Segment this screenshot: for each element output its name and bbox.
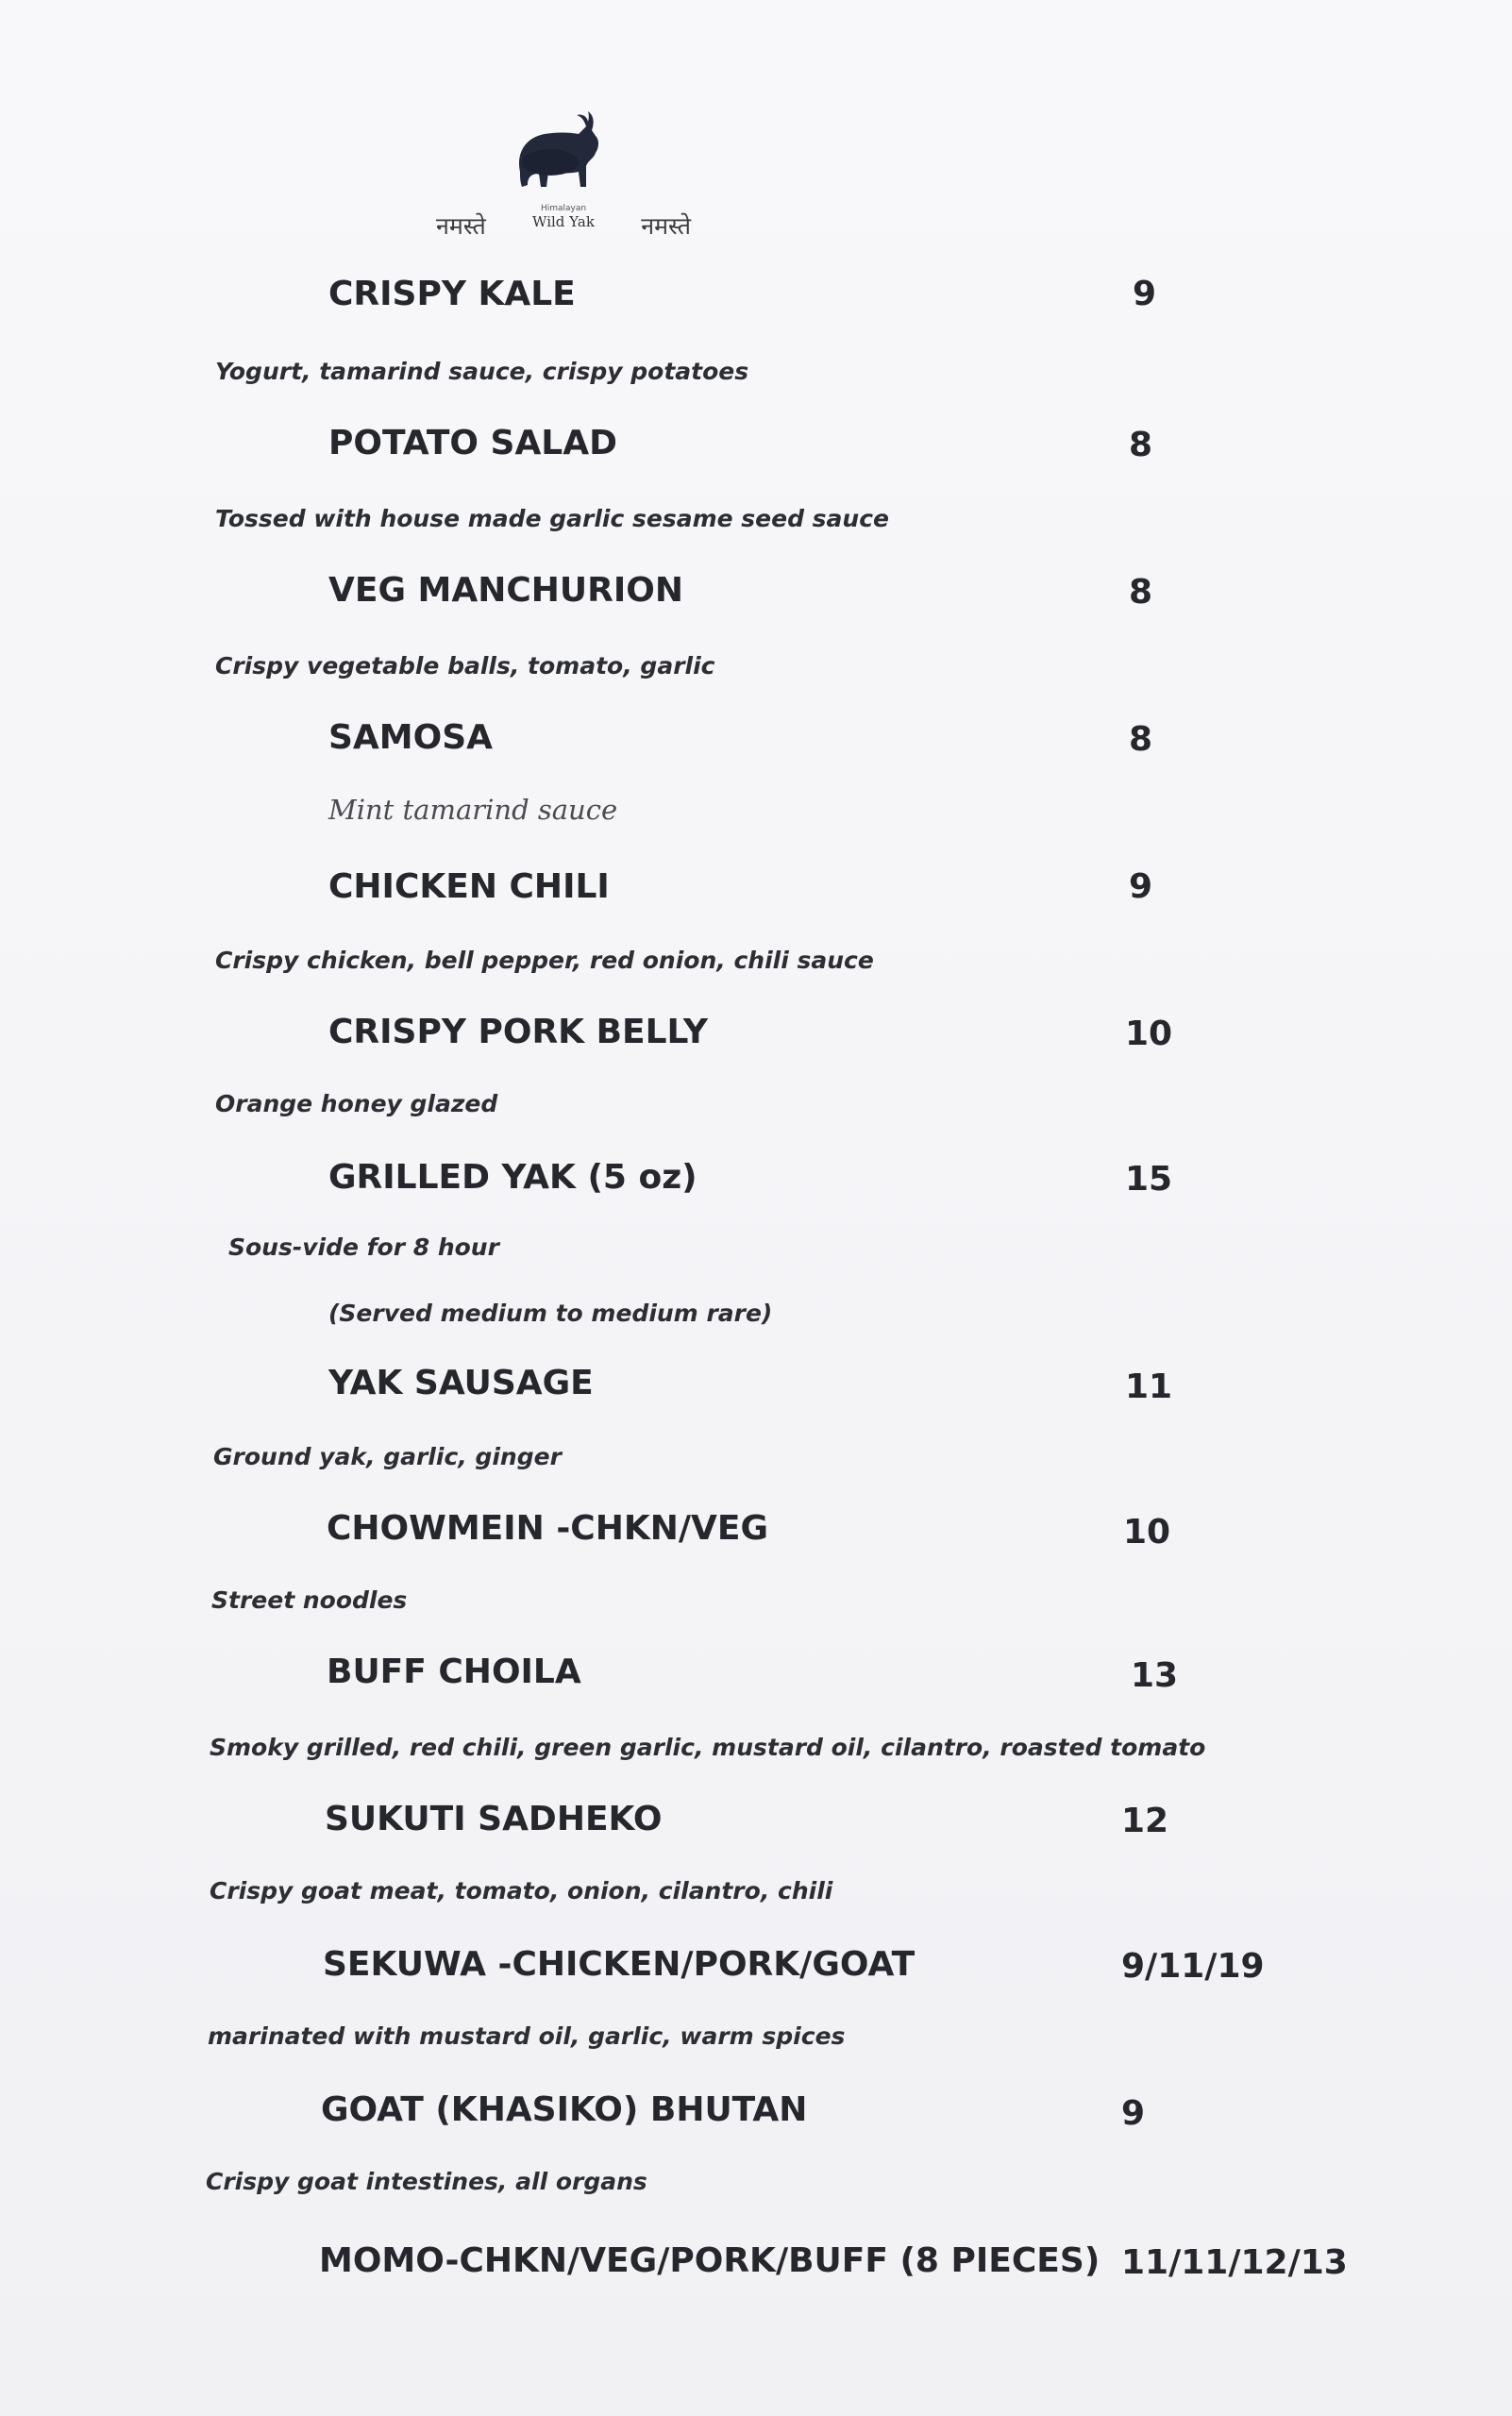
menu-item-description: Crispy chicken, bell pepper, red onion, chili sauce [215,947,874,974]
yak-icon [507,106,611,200]
menu-item-name: CRISPY PORK BELLY [328,1013,708,1051]
brand-name: Wild Yak [532,213,595,230]
menu-item-description: Ground yak, garlic, ginger [213,1443,562,1470]
menu-item-description: Sous-vide for 8 hour [228,1233,499,1261]
menu-item-description: Crispy goat meat, tomato, onion, cilantro, chili [210,1877,833,1904]
menu-item-price: 12 [1121,1802,1169,1840]
menu-item-name: SUKUTI SADHEKO [325,1800,663,1838]
menu-item-description: Crispy goat intestines, all organs [206,2168,647,2195]
brand-small-text: Himalayan [540,204,587,213]
menu-item-price: 8 [1129,573,1153,612]
brand-wordmark [526,204,601,230]
menu-item-name: VEG MANCHURION [328,571,683,610]
menu-item-price: 9 [1133,275,1157,313]
menu-item-description: Orange honey glazed [215,1090,498,1117]
menu-item-price: 9 [1121,2094,1146,2133]
menu-item-name: BUFF CHOILA [327,1653,581,1691]
menu-item-description: Smoky grilled, red chili, green garlic, mustard oil, cilantro, roasted tomato [210,1734,1206,1761]
menu-item-price: 10 [1125,1015,1173,1053]
menu-item-price: 9/11/19 [1121,1947,1265,1986]
menu-item-name: GOAT (KHASIKO) BHUTAN [321,2090,808,2129]
menu-item-name: POTATO SALAD [328,424,617,462]
menu-item-name: MOMO-CHKN/VEG/PORK/BUFF (8 PIECES) [319,2241,1100,2280]
menu-item-description: Crispy vegetable balls, tomato, garlic [215,652,715,680]
menu-item-price: 8 [1129,426,1153,464]
menu-item-note: (Served medium to medium rare) [328,1300,773,1327]
menu-item-price: 10 [1123,1513,1171,1552]
greeting-right: नमस्ते [641,212,691,240]
menu-item-name: SAMOSA [328,718,494,757]
menu-item-name: CRISPY KALE [328,275,576,313]
menu-item-name: GRILLED YAK (5 oz) [328,1158,697,1197]
menu-item-description: Yogurt, tamarind sauce, crispy potatoes [215,358,749,385]
menu-item-price: 11/11/12/13 [1121,2243,1348,2282]
menu-item-price: 11 [1125,1367,1173,1406]
menu-item-name: YAK SAUSAGE [328,1364,594,1402]
menu-item-price: 15 [1125,1160,1173,1199]
menu-item-description: Mint tamarind sauce [328,794,618,826]
menu-item-description: Street noodles [211,1586,408,1614]
menu-item-description: Tossed with house made garlic sesame seed sauce [215,505,889,532]
menu-item-description: marinated with mustard oil, garlic, warm spices [208,2022,846,2050]
menu-item-price: 8 [1129,720,1153,759]
menu-item-name: CHICKEN CHILI [328,867,610,906]
restaurant-logo [436,106,691,247]
greeting-left: नमस्ते [436,212,486,240]
menu-item-price: 9 [1129,867,1153,906]
menu-item-name: SEKUWA -CHICKEN/PORK/GOAT [323,1945,916,1984]
menu-item-name: CHOWMEIN -CHKN/VEG [327,1509,768,1548]
menu-item-price: 13 [1131,1656,1179,1695]
